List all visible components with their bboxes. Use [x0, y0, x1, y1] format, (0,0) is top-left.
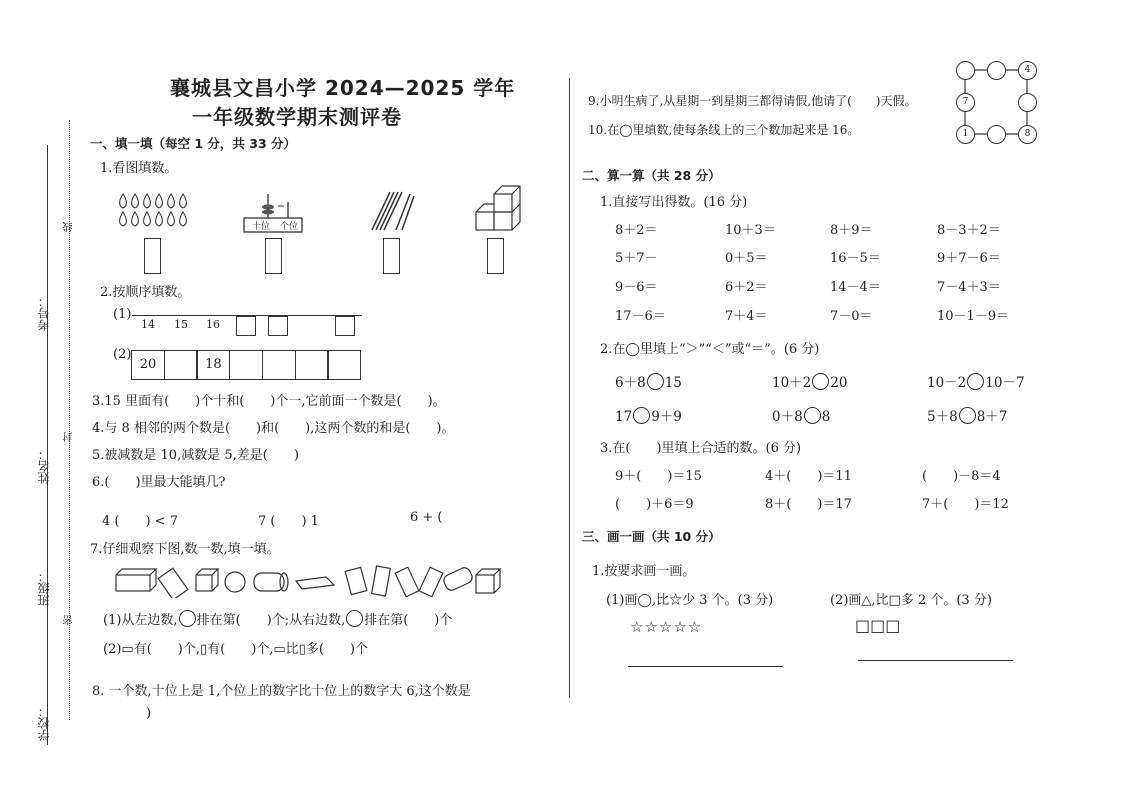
diagram-node-4: 4 — [1018, 61, 1037, 80]
sequence-cell[interactable]: 20 — [131, 350, 165, 380]
compare-circle[interactable] — [647, 373, 664, 390]
number-line-label: 14 — [141, 318, 155, 331]
s2-part2-text: 2.在◯里填上“＞”“＜”或“＝”。(6 分) — [600, 342, 820, 357]
compare-item: 5＋8 8＋7 — [927, 409, 1008, 425]
pears-picture — [115, 190, 190, 232]
q9-text: 9.小明生病了,从星期一到星期三都得请假,他请了( )天假。 — [588, 94, 917, 108]
diagram-node-1: 1 — [956, 125, 975, 144]
calc-item: 7＋4＝ — [725, 309, 768, 324]
label-xingming: 姓名： — [37, 448, 51, 484]
binding-dotted-line — [69, 120, 70, 720]
calc-item: 5＋7－ — [615, 251, 658, 266]
q6-item-2: 7 ( ) 1 — [258, 514, 319, 529]
q1-answer-box-1[interactable] — [144, 238, 161, 274]
fill-item: 7＋( )＝12 — [922, 497, 1009, 512]
column-divider — [569, 78, 570, 698]
sequence-cell[interactable] — [164, 350, 198, 380]
q5-text: 5.被减数是 10,减数是 5,差是( ) — [92, 448, 299, 463]
calc-item: 7－0＝ — [830, 309, 873, 324]
answer-line-1[interactable] — [628, 666, 783, 667]
compare-circle[interactable] — [959, 407, 976, 424]
q7-part1-b: 排在第( )个;从右边数, — [196, 613, 346, 628]
sticks-picture — [368, 188, 416, 234]
compare-item: 10＋2 20 — [772, 375, 848, 391]
answer-line-2[interactable] — [858, 660, 1013, 661]
label-kaohao: 考号： — [37, 295, 51, 331]
q7-part1-c: 排在第( )个 — [364, 613, 453, 628]
label-xuexiao: 学校： — [37, 705, 51, 741]
q6-item-1: 4 ( ) < 7 — [102, 514, 178, 529]
circle-icon — [179, 610, 196, 627]
number-line-label: 16 — [206, 318, 220, 331]
diagram-node[interactable] — [987, 125, 1006, 144]
q10-text: 10.在◯里填数,使每条线上的三个数加起来是 16。 — [588, 123, 860, 137]
abacus-label-tens: 十位 — [252, 222, 271, 232]
q7-part2: (2)▭有( )个,▯有( )个,▭比▯多( )个 — [103, 642, 368, 657]
sequence-cell[interactable] — [229, 350, 263, 380]
label-feng: 封 — [64, 432, 75, 442]
diagram-node-8: 8 — [1018, 125, 1037, 144]
fill-item: ( )－8＝4 — [922, 469, 1001, 484]
calc-item: 0＋5＝ — [725, 251, 768, 266]
q2-2-cells — [131, 350, 360, 380]
q1-answer-box-3[interactable] — [383, 238, 400, 274]
calc-item: 8－3＋2＝ — [937, 223, 1001, 238]
q3-text: 3.15 里面有( )个十和( )个一,它前面一个数是( )。 — [92, 394, 446, 409]
q7-part1 — [103, 609, 452, 628]
sequence-cell[interactable] — [327, 350, 361, 380]
q2-2-label: (2) — [113, 347, 132, 362]
stars-row: ☆☆☆☆☆ — [630, 618, 703, 636]
calc-item: 16－5＝ — [830, 251, 881, 266]
q2-1-label: (1) — [113, 307, 132, 322]
number-line-label: 15 — [174, 318, 188, 331]
squares-row: □□□ — [855, 616, 901, 635]
compare-item: 0＋8 8 — [772, 409, 831, 425]
diagram-node[interactable] — [956, 61, 975, 80]
compare-circle[interactable] — [804, 407, 821, 424]
number-line-box[interactable] — [268, 316, 288, 336]
s3-draw2-text: (2)画△,比□多 2 个。(3 分) — [830, 593, 992, 608]
q6-item-3: 6 + ( — [410, 510, 443, 525]
section2-heading: 二、算一算（共 28 分） — [582, 168, 721, 183]
compare-item: 17 9＋9 — [615, 409, 682, 425]
fill-item: 9＋( )＝15 — [615, 469, 702, 484]
abacus-label-ones: 个位 — [280, 222, 299, 232]
circle-icon — [346, 610, 363, 627]
page-title-line1: 襄城县文昌小学 2024—2025 学年 — [170, 76, 516, 100]
fill-item: 8＋( )＝17 — [765, 497, 852, 512]
section1-heading: 一、填一填（每空 1 分，共 33 分） — [90, 136, 297, 151]
q1-text: 1.看图填数。 — [100, 161, 178, 176]
calc-item: 17－6＝ — [615, 309, 666, 324]
diagram-node-7: 7 — [956, 93, 975, 112]
calc-item: 7－4＋3＝ — [937, 280, 1001, 295]
compare-circle[interactable] — [812, 373, 829, 390]
label-mi: 密 — [64, 615, 75, 625]
calc-item: 8＋2＝ — [615, 223, 658, 238]
binding-line — [47, 145, 48, 745]
q1-answer-box-4[interactable] — [487, 238, 504, 274]
q2-text: 2.按顺序填数。 — [100, 285, 191, 300]
s2-part1-text: 1.直接写出得数。(16 分) — [600, 195, 748, 210]
fill-item: 4＋( )＝11 — [765, 469, 852, 484]
fill-item: ( )＋6＝9 — [615, 497, 694, 512]
section3-heading: 三、画一画（共 10 分） — [582, 529, 721, 544]
diagram-node[interactable] — [987, 61, 1006, 80]
q1-answer-box-2[interactable] — [265, 238, 282, 274]
compare-circle[interactable] — [633, 407, 650, 424]
calc-item: 9＋7－6＝ — [937, 251, 1001, 266]
solids-row-picture — [112, 563, 507, 598]
label-xian: 线 — [64, 222, 75, 232]
s3-draw1-text: (1)画◯,比☆少 3 个。(3 分) — [606, 593, 774, 608]
number-line-box[interactable] — [236, 316, 256, 336]
s3-part1-text: 1.按要求画一画。 — [592, 564, 696, 579]
calc-item: 10＋3＝ — [725, 223, 776, 238]
sequence-cell[interactable]: 18 — [196, 350, 230, 380]
q8-text: 8. 一个数,十位上是 1,个位上的数字比十位上的数字大 6,这个数是 — [92, 684, 471, 699]
q7-part1-a: (1)从左边数, — [103, 613, 178, 628]
compare-circle[interactable] — [967, 373, 984, 390]
cubes-picture — [474, 184, 522, 232]
calc-item: 10－1－9＝ — [937, 309, 1010, 324]
calc-item: 8＋9＝ — [830, 223, 873, 238]
calc-item: 14－4＝ — [830, 280, 881, 295]
sequence-cell[interactable] — [295, 350, 329, 380]
diagram-node[interactable] — [1018, 93, 1037, 112]
page-title-line2: 一年级数学期末测评卷 — [192, 105, 402, 129]
s2-part3-text: 3.在( )里填上合适的数。(6 分) — [600, 441, 802, 456]
calc-item: 6＋2＝ — [725, 280, 768, 295]
q8-text-end: ) — [146, 706, 152, 721]
label-banji: 班级： — [37, 570, 51, 606]
compare-item: 6＋8 15 — [615, 375, 682, 391]
q4-text: 4.与 8 相邻的两个数是( )和( ),这两个数的和是( )。 — [92, 421, 455, 436]
compare-item: 10－2 10－7 — [927, 375, 1025, 391]
q6-text: 6.( )里最大能填几? — [92, 475, 226, 490]
q7-text: 7.仔细观察下图,数一数,填一填。 — [90, 542, 280, 557]
sequence-cell[interactable] — [262, 350, 296, 380]
calc-item: 9－6＝ — [615, 280, 658, 295]
number-line-box[interactable] — [335, 316, 355, 336]
